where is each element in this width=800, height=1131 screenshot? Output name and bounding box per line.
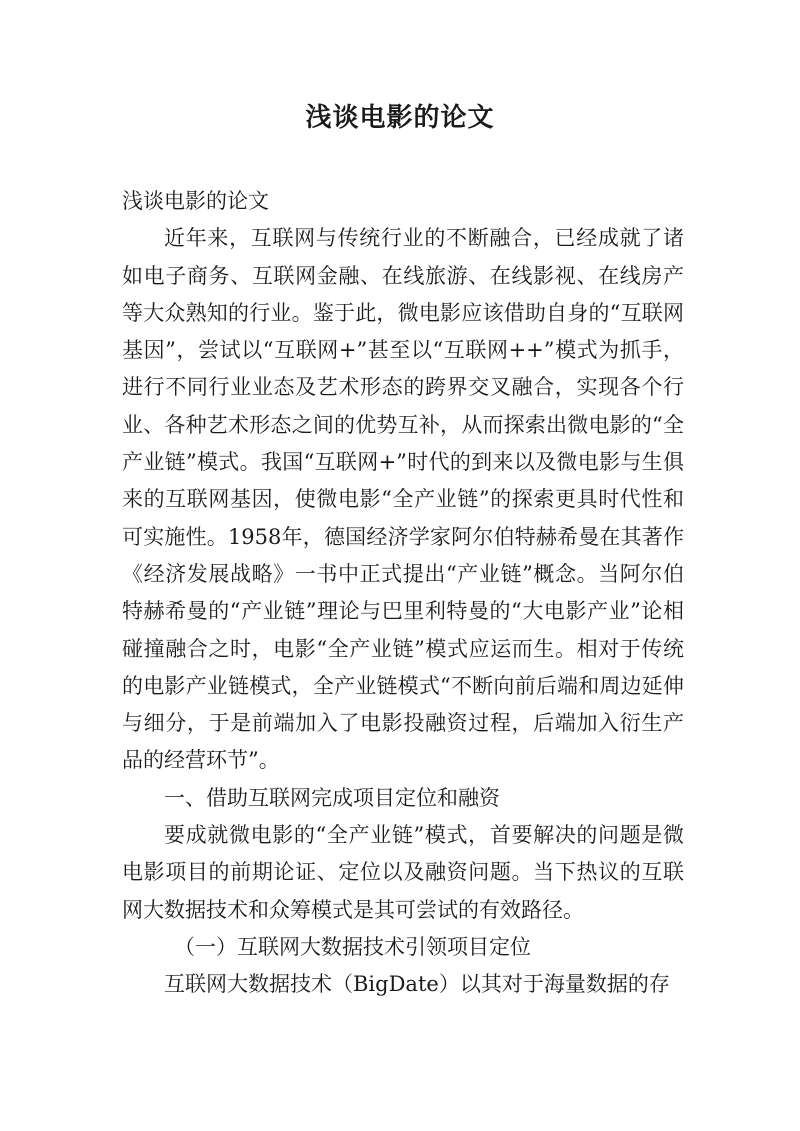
- subsection-heading-1: （一）互联网大数据技术引领项目定位: [174, 934, 531, 959]
- section-heading-1: 一、借助互联网完成项目定位和融资: [164, 785, 500, 810]
- paragraph-subsection-1: 互联网大数据技术（BigDate）以其对于海量数据的存: [164, 972, 670, 997]
- paragraph-section-1: 要成就微电影的“全产业链”模式，首要解决的问题是微电影项目的前期论证、定位以及融资问题。当下热议的互联网大数据技术和众筹模式是其可尝试的有效路径。: [122, 823, 684, 922]
- document-title: 浅谈电影的论文: [305, 103, 495, 133]
- document-body: [122, 183, 684, 1004]
- paragraph-intro: 近年来，互联网与传统行业的不断融合，已经成就了诸如电子商务、互联网金融、在线旅游、在线影视、在线房产等大众熟知的行业。鉴于此，微电影应该借助自身的“互联网基因”，尝试以“互联网+”甚至以“互联网++”模式为抓手，进行不同行业业态及艺术形态的跨界交叉融合，实现各个行业、各种艺术形态之间的优势互补，从而探索出微电影的“全产业链”模式。我国“互联网+”时代的到来以及微电影与生俱来的互联网基因，使微电影“全产业链”的探索更具时代性和可实施性。1958年，德国经济学家阿尔伯特赫希曼在其著作《经济发展战略》一书中正式提出“产业链”概念。当阿尔伯特赫希曼的“产业链”理论与巴里利特曼的“大电影产业”论相碰撞融合之时，电影“全产业链”模式应运而生。相对于传统的电影产业链模式，全产业链模式“不断向前后端和周边延伸与细分，于是前端加入了电影投融资过程，后端加入衍生产品的经营环节”。: [122, 226, 684, 773]
- document-subtitle: 浅谈电影的论文: [122, 189, 269, 213]
